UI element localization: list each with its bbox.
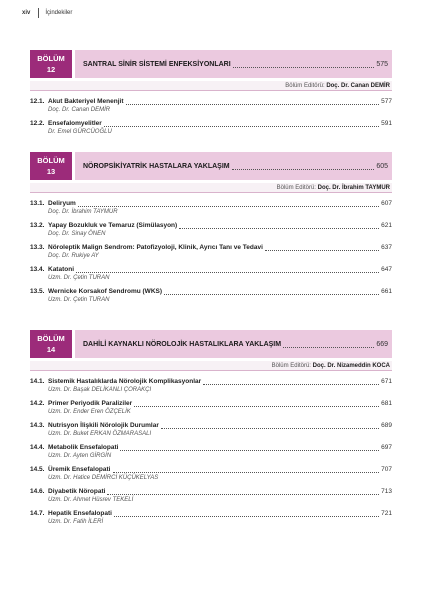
entry-author: Uzm. Dr. Çetin TURAN xyxy=(48,275,110,281)
chapter-header xyxy=(30,330,392,358)
entry-page: 721 xyxy=(381,510,392,517)
chapter-number: 14 xyxy=(46,345,56,354)
toc-entry[interactable] xyxy=(30,244,392,259)
entry-author: Uzm. Dr. Fatih İLERİ xyxy=(48,519,104,525)
entry-title: Nutrisyon İlişkili Nörolojik Durumlar xyxy=(48,422,159,429)
dot-leader xyxy=(233,67,375,68)
entry-author: Uzm. Dr. Başak DELİKANLI ÇORAKÇI xyxy=(48,387,152,393)
chapter-header xyxy=(30,50,392,78)
chapter-editor xyxy=(30,81,392,91)
toc-entry[interactable] xyxy=(30,266,392,281)
entry-title: Hepatik Ensefalopati xyxy=(48,510,112,517)
dot-leader xyxy=(179,228,379,229)
entry-author: Doç. Dr. Canan DEMİR xyxy=(48,107,111,113)
entry-title: Diyabetik Nöropati xyxy=(48,488,106,495)
entry-author: Dr. Emel GÜRCÜOĞLU xyxy=(48,129,112,135)
entry-author: Doç. Dr. Sinay ÖNEN xyxy=(48,231,106,237)
chapter-title: DAHİLİ KAYNAKLI NÖROLOJİK HASTALIKLARA YAKLAŞIM xyxy=(83,340,282,348)
entry-title: Deliryum xyxy=(48,200,76,207)
entry-title: Akut Bakteriyel Menenjit xyxy=(48,98,124,105)
entry-page: 577 xyxy=(381,98,392,105)
chapter-title: NÖROPSİKİYATRİK HASTALARA YAKLAŞIM xyxy=(83,162,230,170)
chapter-number: 13 xyxy=(46,167,56,176)
entry-page: 637 xyxy=(381,244,392,251)
editor-name: Doç. Dr. Nizameddin KOCA xyxy=(312,363,390,369)
dot-leader xyxy=(120,450,379,451)
entry-page: 591 xyxy=(381,120,392,127)
dot-leader xyxy=(114,516,379,517)
entry-number: 14.2. xyxy=(30,400,45,407)
chapter-number-box xyxy=(30,330,72,358)
chapter-title-bar[interactable] xyxy=(75,50,392,78)
dot-leader xyxy=(107,494,379,495)
entry-title: Katatoni xyxy=(48,266,74,273)
entry-page: 707 xyxy=(381,466,392,473)
entry-author: Doç. Dr. İbrahim TAYMUR xyxy=(48,209,118,215)
entry-title: Metabolik Ensefalopati xyxy=(48,444,119,451)
entry-number: 12.2. xyxy=(30,120,45,127)
editor-prefix: Bölüm Editörü: xyxy=(285,83,327,89)
chapter-editor xyxy=(30,183,392,193)
entry-page: 661 xyxy=(381,288,392,295)
dot-leader xyxy=(104,126,379,127)
chapter-page: 605 xyxy=(376,162,388,170)
chapter-label: BÖLÜM xyxy=(37,54,65,63)
toc-entry[interactable] xyxy=(30,444,392,459)
entry-author: Uzm. Dr. Buket ERKAN ÖZMARASALI xyxy=(48,431,152,437)
toc-entry[interactable] xyxy=(30,222,392,237)
chapter-editor xyxy=(30,361,392,371)
entry-title: Sistemik Hastalıklarda Nörolojik Komplikasyonlar xyxy=(48,378,202,385)
dot-leader xyxy=(203,384,379,385)
entry-title: Üremik Ensefalopati xyxy=(48,466,111,473)
chapter-label: BÖLÜM xyxy=(37,156,65,165)
chapter-page: 669 xyxy=(376,340,388,348)
entry-number: 13.4. xyxy=(30,266,45,273)
entry-number: 14.7. xyxy=(30,510,45,517)
entry-author: Doç. Dr. Rukiye AY xyxy=(48,253,99,259)
toc-entry[interactable] xyxy=(30,378,392,393)
dot-leader xyxy=(76,272,379,273)
page-number: xiv xyxy=(22,10,31,16)
entry-page: 671 xyxy=(381,378,392,385)
chapter-number-box xyxy=(30,152,72,180)
dot-leader xyxy=(134,406,379,407)
chapter-title: SANTRAL SİNİR SİSTEMİ ENFEKSİYONLARI xyxy=(83,60,231,68)
chapter-section-12 xyxy=(30,50,392,135)
toc-entry[interactable] xyxy=(30,288,392,303)
entry-number: 13.1. xyxy=(30,200,45,207)
page-header xyxy=(22,8,72,18)
entry-page: 621 xyxy=(381,222,392,229)
dot-leader xyxy=(283,347,374,348)
entry-number: 14.1. xyxy=(30,378,45,385)
chapter-label: BÖLÜM xyxy=(37,334,65,343)
toc-entry[interactable] xyxy=(30,488,392,503)
editor-prefix: Bölüm Editörü: xyxy=(276,185,318,191)
entry-number: 14.6. xyxy=(30,488,45,495)
chapter-number-box xyxy=(30,50,72,78)
entry-page: 697 xyxy=(381,444,392,451)
chapter-number: 12 xyxy=(46,65,56,74)
entry-page: 681 xyxy=(381,400,392,407)
entry-number: 13.2. xyxy=(30,222,45,229)
dot-leader xyxy=(265,250,379,251)
dot-leader xyxy=(78,206,379,207)
entry-number: 13.3. xyxy=(30,244,45,251)
chapter-title-bar[interactable] xyxy=(75,152,392,180)
entry-author: Uzm. Dr. Ahmet Hüsrev TEKELİ xyxy=(48,497,134,503)
entry-number: 13.5. xyxy=(30,288,45,295)
dot-leader xyxy=(164,294,379,295)
dot-leader xyxy=(113,472,380,473)
toc-entry[interactable] xyxy=(30,400,392,415)
entry-author: Uzm. Dr. Hatice DEMİRCİ KÜÇÜKELYAS xyxy=(48,475,159,481)
dot-leader xyxy=(232,169,375,170)
header-divider xyxy=(38,8,39,18)
editor-name: Doç. Dr. İbrahim TAYMUR xyxy=(317,185,390,191)
toc-entry[interactable] xyxy=(30,422,392,437)
toc-entry[interactable] xyxy=(30,98,392,113)
dot-leader xyxy=(126,104,380,105)
entry-title: Wernicke Korsakof Sendromu (WKS) xyxy=(48,288,163,295)
entry-number: 14.4. xyxy=(30,444,45,451)
chapter-header xyxy=(30,152,392,180)
entry-author: Uzm. Dr. Çetin TURAN xyxy=(48,297,110,303)
chapter-title-bar[interactable] xyxy=(75,330,392,358)
toc-entry[interactable] xyxy=(30,466,392,481)
entry-author: Uzm. Dr. Ayten GİRGİN xyxy=(48,453,112,459)
entry-page: 713 xyxy=(381,488,392,495)
dot-leader xyxy=(161,428,379,429)
toc-entry[interactable] xyxy=(30,510,392,525)
entry-page: 647 xyxy=(381,266,392,273)
toc-entry[interactable] xyxy=(30,120,392,135)
entry-number: 14.5. xyxy=(30,466,45,473)
chapter-section-14 xyxy=(30,330,392,525)
chapter-section-13 xyxy=(30,152,392,303)
entry-title: Yapay Bozukluk ve Temaruz (Simülasyon) xyxy=(48,222,178,229)
chapter-page: 575 xyxy=(376,60,388,68)
section-label: İçindekiler xyxy=(45,10,73,16)
entry-author: Uzm. Dr. Ender Eren ÖZÇELİK xyxy=(48,409,131,415)
entry-page: 607 xyxy=(381,200,392,207)
entry-title: Primer Periyodik Paraliziler xyxy=(48,400,133,407)
entry-title: Nöroleptik Malign Sendrom: Patofizyoloji, Klinik, Ayrıcı Tanı ve Tedavi xyxy=(48,244,263,251)
editor-prefix: Bölüm Editörü: xyxy=(271,363,313,369)
entry-title: Ensefalomyelitler xyxy=(48,120,102,127)
entry-page: 689 xyxy=(381,422,392,429)
editor-name: Doç. Dr. Canan DEMİR xyxy=(326,83,390,89)
entry-number: 12.1. xyxy=(30,98,45,105)
toc-entry[interactable] xyxy=(30,200,392,215)
entry-number: 14.3. xyxy=(30,422,45,429)
